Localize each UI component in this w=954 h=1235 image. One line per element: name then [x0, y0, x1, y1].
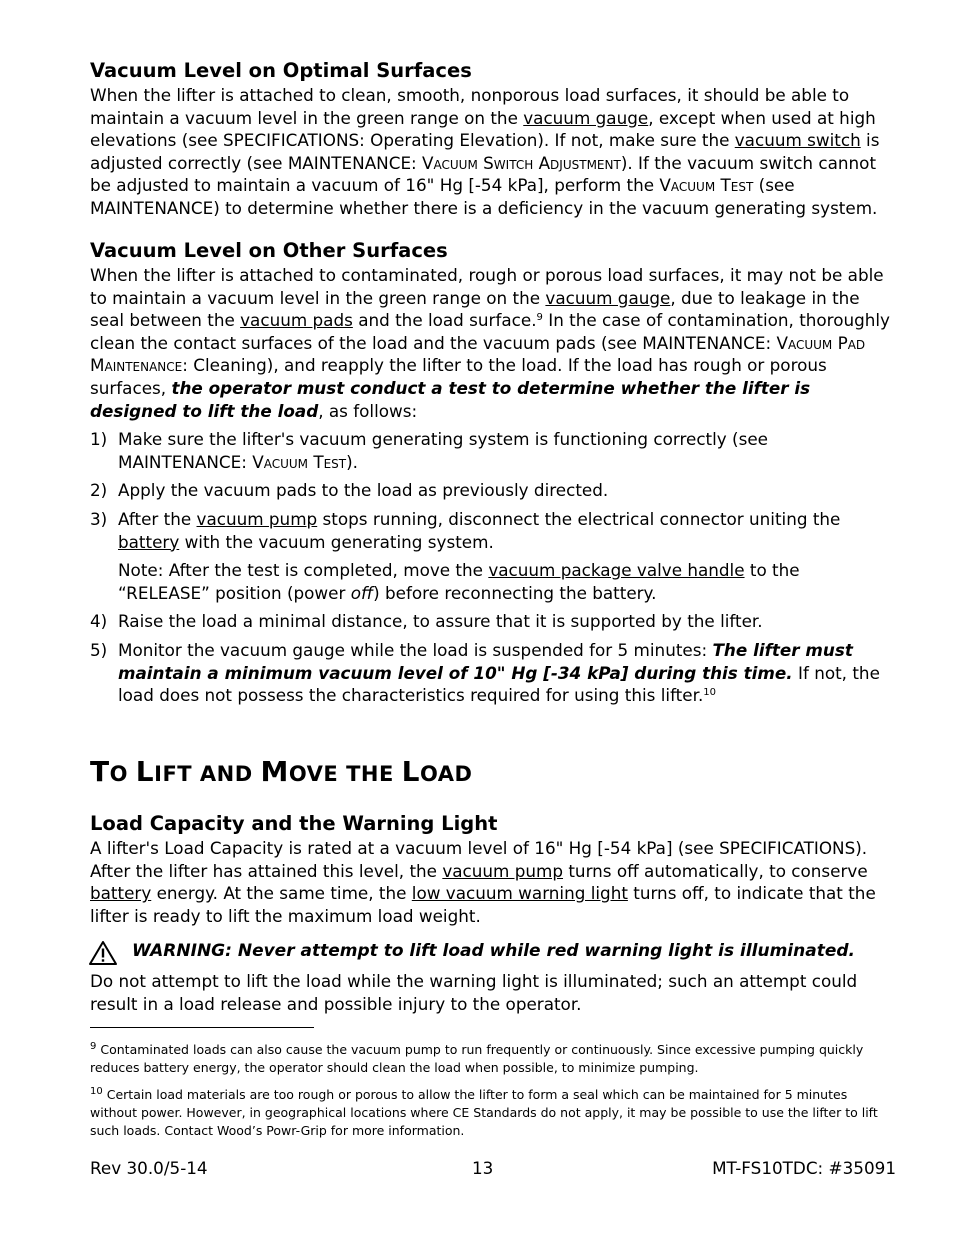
list-item: 3) After the vacuum pump stops running, disconnect the electrical connector uniting the battery with the vacuum generating system. — [90, 508, 841, 552]
emphasis: The lifter must maintain a minimum vacuum level of 10" Hg [-34 kPa] during this time. — [118, 639, 853, 683]
section-heading: Load Capacity and the Warning Light — [90, 812, 498, 835]
term-vacuum-pump: vacuum pump — [442, 860, 564, 881]
list-item: 4) Raise the load a minimal distance, to assure that it is supported by the lifter. — [90, 611, 763, 632]
warning-callout — [90, 938, 896, 966]
test-steps-list — [90, 428, 896, 707]
footnote-ref: 10 — [703, 687, 717, 699]
paragraph: Do not attempt to lift the load while the warning light is illuminated; such an attempt could result in a load release and possible injury to the operator. — [90, 971, 858, 1014]
section-optimal-surfaces — [90, 58, 896, 220]
section-heading: Vacuum Level on Other Surfaces — [90, 239, 448, 262]
section-other-surfaces — [90, 238, 896, 707]
page-number: 13 — [472, 1158, 494, 1178]
note: Note: After the test is completed, move the vacuum package valve handle to the “RELEASE” position (power off) before reconnecting the battery. — [118, 560, 800, 603]
list-item: 2) Apply the vacuum pads to the load as previously directed. — [90, 480, 609, 501]
term-warning-light: low vacuum warning light — [411, 883, 628, 904]
term-vacuum-pads: vacuum pads — [240, 310, 353, 331]
section-heading: Vacuum Level on Optimal Surfaces — [90, 59, 472, 82]
emphasis: the operator must conduct a test to determine whether the lifter is designed to lift the load — [90, 377, 811, 421]
revision: Rev 30.0/5-14 — [90, 1158, 208, 1178]
footnote-9: $^9$ Contaminated loads can also cause the vacuum pump to run frequently or continuously. Since excessive pumping quickly reduces battery energy, the operator should clean the load when possible, to minimize pumping. — [90, 1041, 864, 1075]
chapter-heading: TO LIFT AND MOVE THE LOAD — [90, 755, 473, 788]
list-item: 1) Make sure the lifter's vacuum generating system is functioning correctly (see MAINTENANCE: Vacuum Test). — [90, 429, 768, 472]
term-vacuum-pump: vacuum pump — [196, 508, 318, 529]
footnote-ref: 9 — [536, 312, 543, 324]
term-valve-handle: vacuum package valve handle — [488, 560, 745, 581]
term-vacuum-gauge: vacuum gauge — [545, 287, 671, 308]
document-id: MT-FS10TDC: #35091 — [712, 1158, 896, 1178]
warning-text: WARNING: Never attempt to lift load while red warning light is illuminated. — [132, 941, 855, 961]
term-vacuum-switch: vacuum switch — [734, 130, 861, 151]
paragraph: When the lifter is attached to contaminated, rough or porous load surfaces, it may not be able to maintain a vacuum level in the green range on the vacuum gauge, due to leakage in the seal between the vacuum pads and the load surface.$^9$ In the case of contamination, thoroughly clean the contact surfaces of the load and the vacuum pads (see MAINTENANCE: Vacuum Pad Maintenance: Cleaning), and reapply the lifter to the load. If the load has rough or porous surfaces, the operator must conduct a test to determine whether the lifter is designed to lift the load, as follows: — [90, 265, 890, 421]
term-vacuum-gauge: vacuum gauge — [523, 107, 649, 128]
paragraph: When the lifter is attached to clean, smooth, nonporous load surfaces, it should be able to maintain a vacuum level in the green range on the vacuum gauge, except when used at high elevations (see SPECIFICATIONS: Operating Elevation). If not, make sure the vacuum switch is adjusted correctly (see MAINTENANCE: Vacuum Switch Adjustment). If the vacuum switch cannot be adjusted to maintain a vacuum of 16" Hg [-54 kPa], perform the Vacuum Test (see MAINTENANCE) to determine whether there is a deficiency in the vacuum generating system. — [90, 85, 880, 218]
term-battery: battery — [118, 531, 180, 552]
list-item: 5) Monitor the vacuum gauge while the load is suspended for 5 minutes: The lifter must maintain a minimum vacuum level of 10" Hg [-34 kPa] during this time. If not, the load does not possess the characteristics required for using this lifter.$^{10}$ — [90, 639, 880, 706]
paragraph: A lifter's Load Capacity is rated at a vacuum level of 16" Hg [-54 kPa] (see SPECIFICATIONS). After the lifter has attained this level, the vacuum pump turns off automatically, to conserve battery energy. At the same time, the low vacuum warning light turns off, to indicate that the lifter is ready to lift the maximum load weight. — [90, 838, 876, 926]
footnote-divider — [90, 1027, 314, 1028]
section-warning-detail — [90, 970, 896, 1015]
footnote-10: $^{10}$ Certain load materials are too rough or porous to allow the lifter to form a seal which can be maintained for 5 minutes without power. However, in geographical locations where CE Standards do not apply, it may be possible to use the lifter to lift such loads. Contact Wood’s Powr-Grip for more information. — [90, 1086, 878, 1138]
warning-triangle-icon — [88, 940, 118, 966]
section-load-capacity — [90, 811, 896, 927]
term-battery: battery — [90, 883, 152, 904]
